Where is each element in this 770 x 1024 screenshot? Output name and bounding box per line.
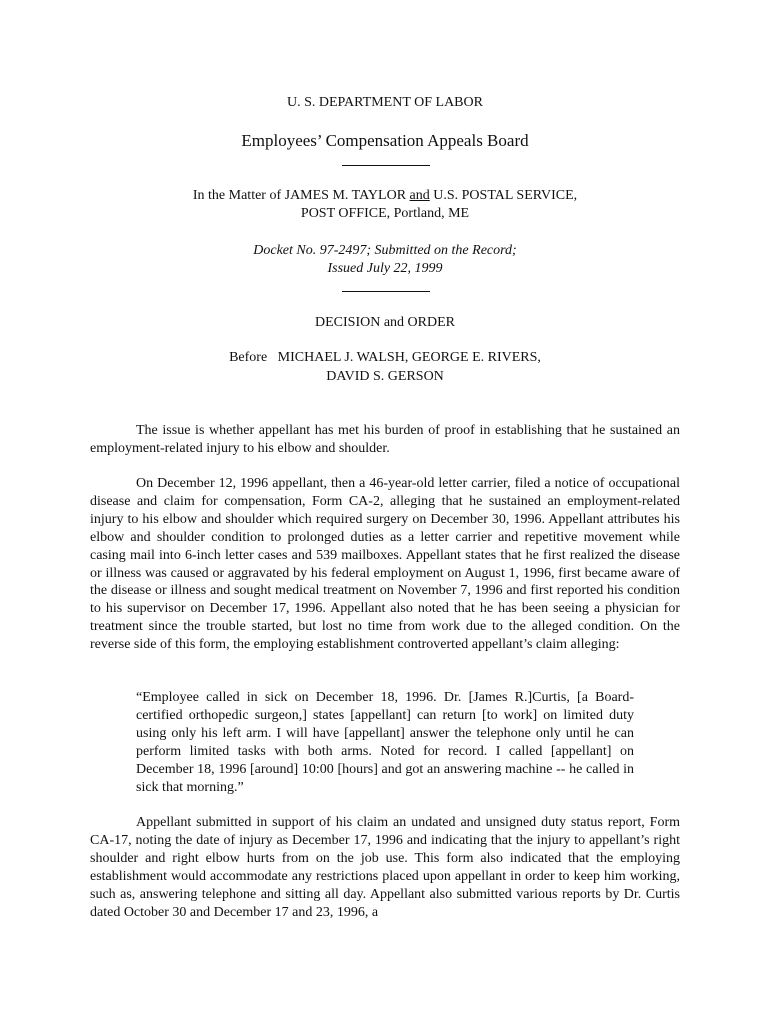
matter-and: and: [409, 188, 430, 203]
decision-title: DECISION and ORDER: [315, 315, 455, 330]
matter-caption: [0, 187, 770, 223]
body-paragraph: Appellant submitted in support of his claim an undated and unsigned duty status report, Form CA-17, noting the date of injury as December 17, 1996 and indicating that the injury to appellant’s right shoulder and right elbow hurts from on the job use. This form also indicated that the employing establishment would accommodate any restrictions placed upon appellant in order to keep him working, such as, answering telephone and sitting all day. Appellant also submitted various reports by Dr. Curtis dated October 30 and December 17 and 23, 1996, a: [90, 815, 680, 920]
agency-heading: U. S. DEPARTMENT OF LABOR: [287, 95, 483, 110]
block-quote: “Employee called in sick on December 18, 1996. Dr. [James R.]Curtis, [a Board-certified orthopedic surgeon,] states [appellant] can return [to work] on limited duty using only his left arm. I will have [appellant] answer the telephone only until he can perform limited tasks with both arms. Noted for record. I called [appellant] on December 18, 1996 [around] 10:00 [hours] and got an answering machine -- he called in sick that morning.”: [136, 690, 634, 795]
matter-suffix: U.S. POSTAL SERVICE,: [429, 188, 578, 203]
matter-line2: POST OFFICE, Portland, ME: [300, 206, 470, 221]
docket-line2: Issued July 22, 1999: [327, 261, 443, 276]
before-judges-line2: DAVID S. GERSON: [326, 369, 444, 384]
body-paragraph: The issue is whether appellant has met his burden of proof in establishing that he sustained an employment-related injury to his elbow and shoulder.: [90, 423, 680, 456]
matter-prefix: In the Matter of JAMES M. TAYLOR: [192, 188, 410, 203]
body-paragraph: On December 12, 1996 appellant, then a 46-year-old letter carrier, filed a notice of occupational disease and claim for compensation, Form CA-2, alleging that he sustained an employment-related injury to his elbow and shoulder which required surgery on December 30, 1996. Appellant attributes his elbow and shoulder condition to prolonged duties as a letter carrier and repetitive movement while casing mail into 6-inch letter cases and 539 mailboxes. Appellant states that he first realized the disease or illness was caused or aggravated by his federal employment on August 1, 1996, first became aware of the disease or illness and sought medical treatment on November 7, 1996 and first reported his condition to his supervisor on December 17, 1996. Appellant also noted that he has been seeing a physician for treatment since the trouble started, but lost no time from work due to the alleged condition. On the reverse side of this form, the employing establishment controverted appellant’s claim alleging:: [90, 476, 680, 653]
before-judges-line1: Before MICHAEL J. WALSH, GEORGE E. RIVERS,: [229, 350, 541, 365]
docket-line1: Docket No. 97-2497; Submitted on the Record;: [253, 243, 517, 258]
divider-rule: [342, 165, 430, 166]
docket-info: [0, 242, 770, 278]
board-title: Employees’ Compensation Appeals Board: [241, 131, 529, 150]
divider-rule: [342, 291, 430, 292]
